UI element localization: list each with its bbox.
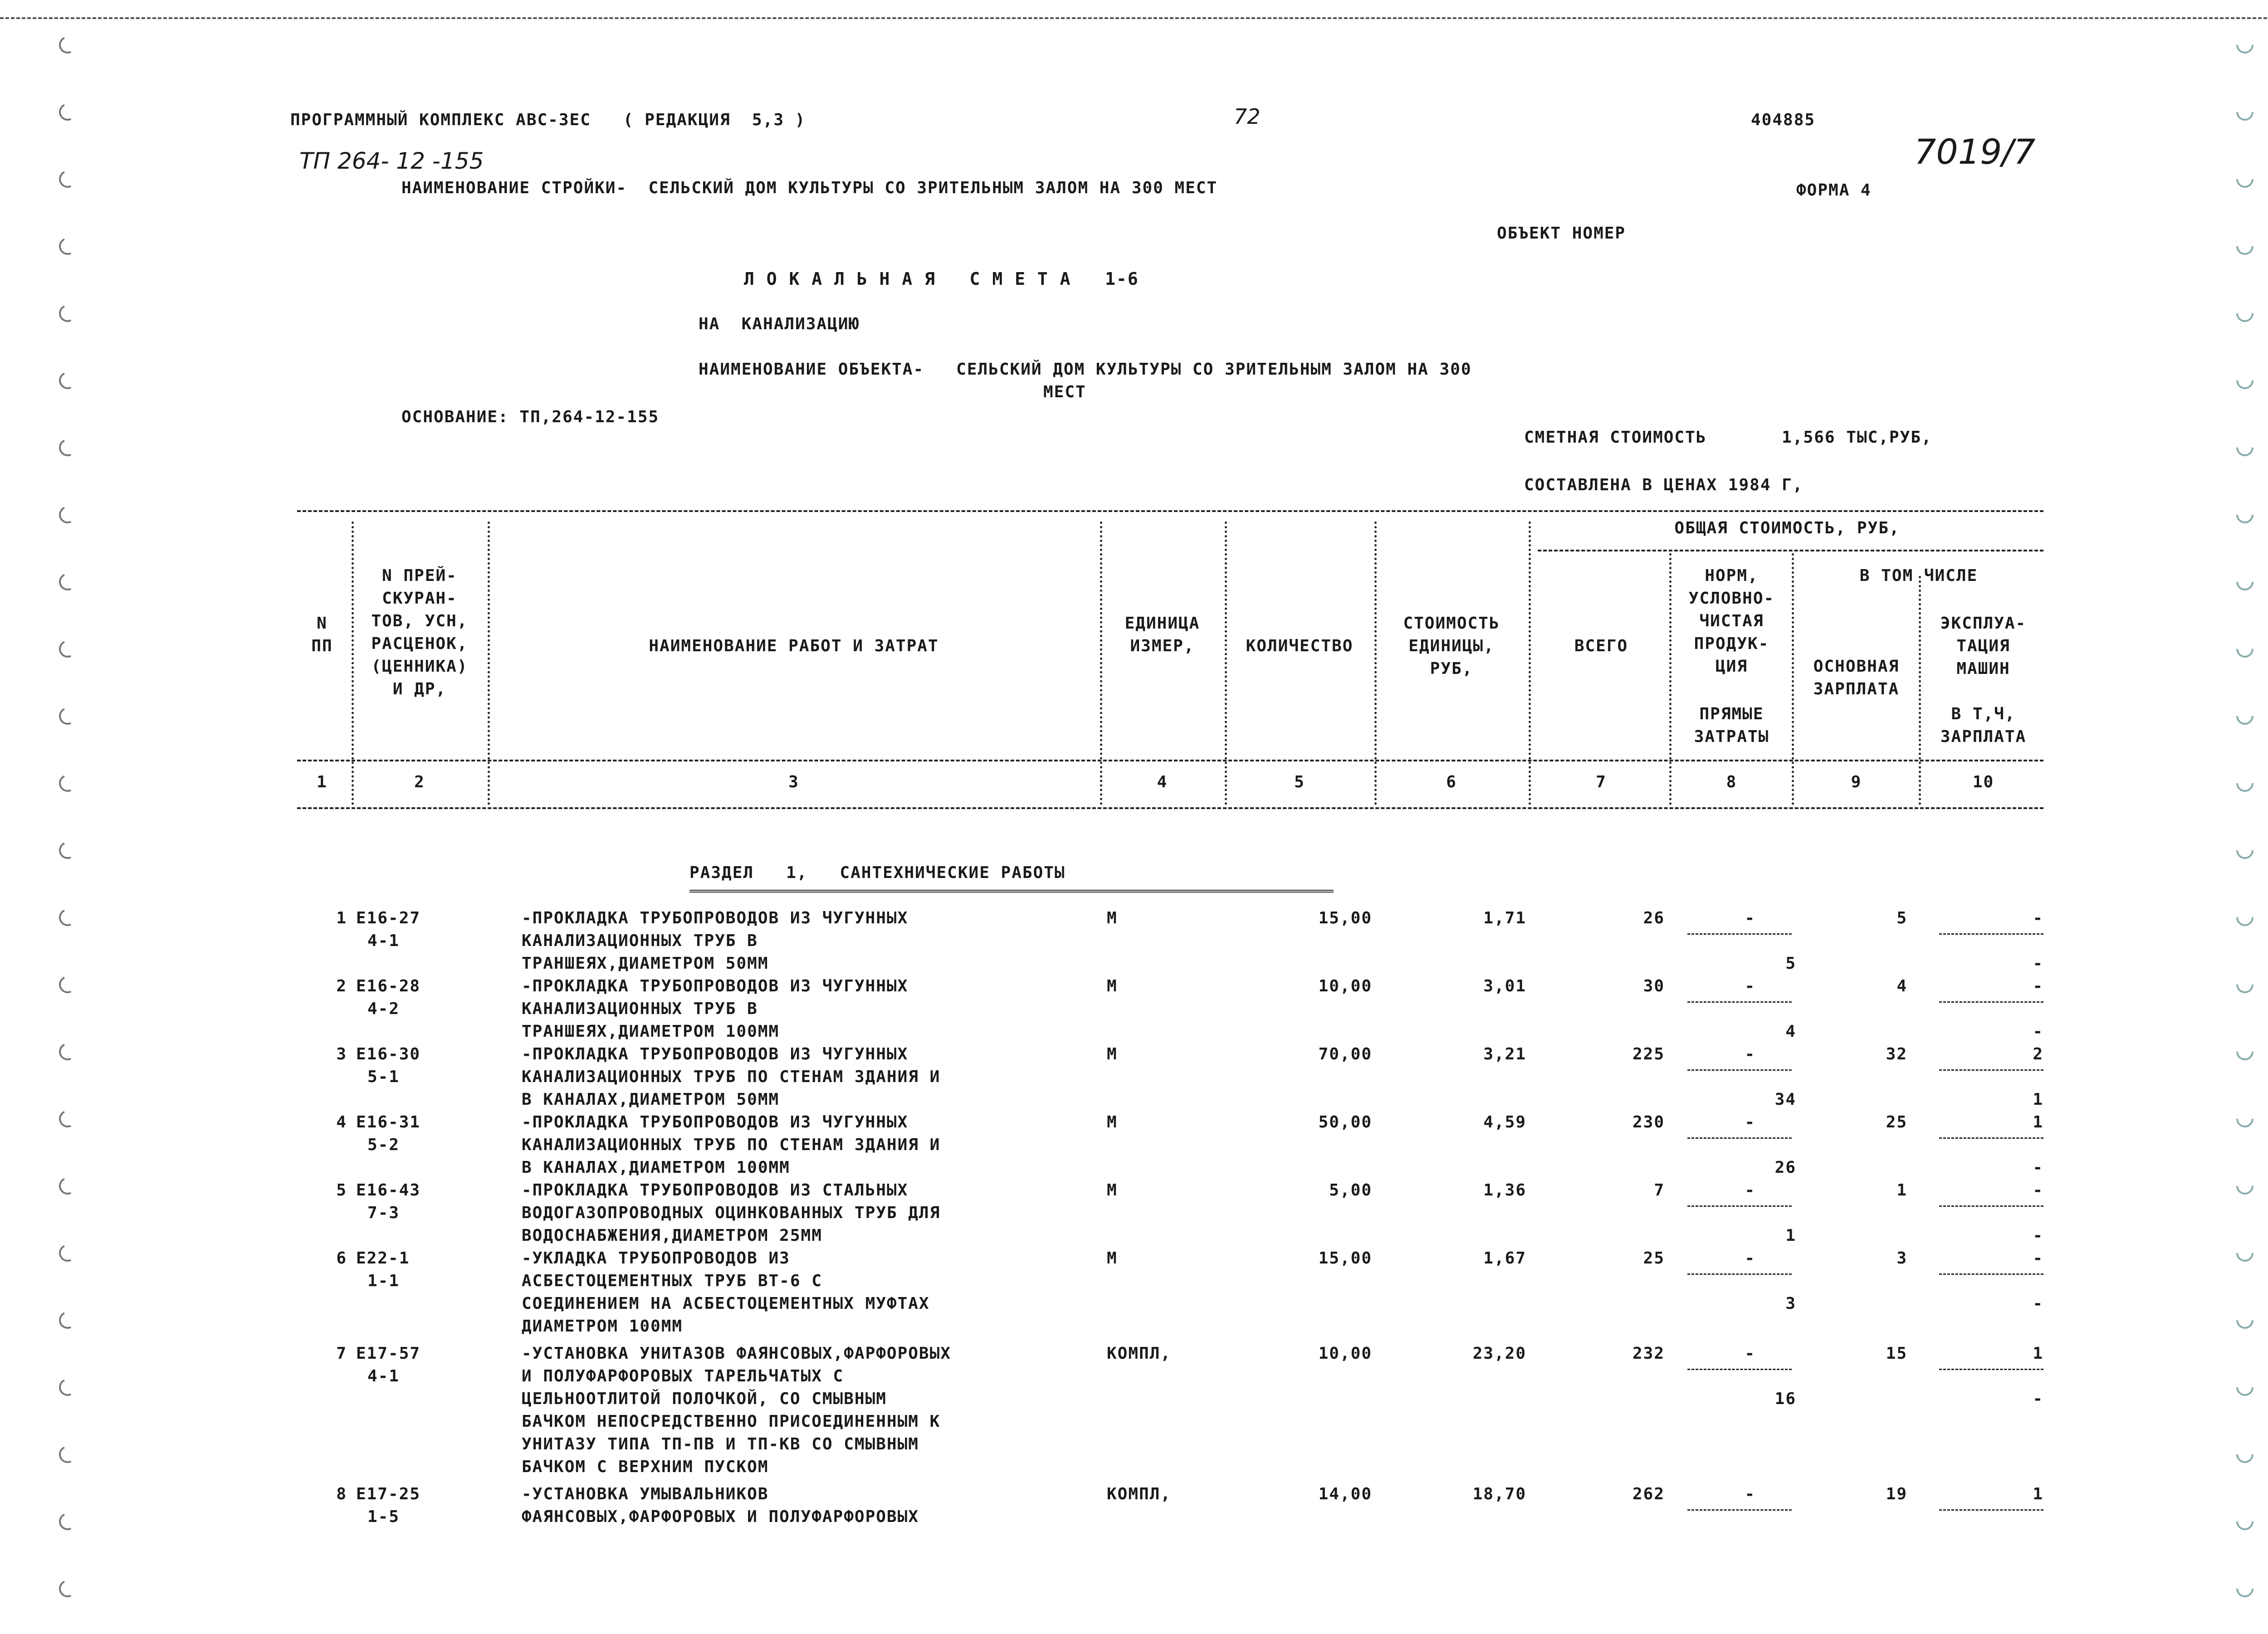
section-title: РАЗДЕЛ 1, САНТЕХНИЧЕСКИЕ РАБОТЫ bbox=[689, 863, 1066, 882]
col-divider bbox=[1100, 522, 1102, 805]
column-number: 8 bbox=[1726, 773, 1737, 791]
feed-hole-right bbox=[2233, 502, 2257, 527]
feed-hole-right bbox=[2233, 1039, 2257, 1064]
feed-hole-left bbox=[57, 504, 79, 526]
row-price-code: Е16-27 bbox=[356, 909, 421, 927]
row-total: 25 bbox=[1643, 1249, 1665, 1268]
row-number: 4 bbox=[336, 1113, 347, 1132]
row-total: 230 bbox=[1632, 1113, 1665, 1132]
feed-hole-right bbox=[2233, 570, 2257, 594]
row-split-line bbox=[1939, 1369, 2043, 1370]
row-work-name: -УКЛАДКА ТРУБОПРОВОДОВ ИЗ АСБЕСТОЦЕМЕНТНЫХ ТРУБ ВТ-6 С СОЕДИНЕНИЕМ НА АСБЕСТОЦЕМЕНТНЫХ МУФТАХ ДИАМЕТРОМ 100ММ bbox=[522, 1249, 930, 1336]
feed-hole-right bbox=[2233, 368, 2257, 393]
row-price-subcode: 4-2 bbox=[367, 1000, 400, 1018]
feed-hole-left bbox=[57, 1444, 79, 1466]
feed-hole-left bbox=[57, 907, 79, 929]
row-split-line bbox=[1939, 1137, 2043, 1139]
row-machine-operation: - bbox=[2033, 909, 2043, 927]
row-price-subcode: 4-1 bbox=[367, 1367, 400, 1385]
header-n: N ПП bbox=[311, 614, 333, 655]
row-number: 2 bbox=[336, 977, 347, 995]
feed-hole-left bbox=[57, 302, 79, 325]
row-split-line bbox=[1687, 1369, 1792, 1370]
feed-hole-right bbox=[2233, 100, 2257, 124]
price-level: СОСТАВЛЕНА В ЦЕНАХ 1984 Г, bbox=[1524, 476, 1804, 494]
row-price-code: Е16-43 bbox=[356, 1181, 421, 1200]
row-price-subcode: 5-2 bbox=[367, 1136, 400, 1154]
column-number: 6 bbox=[1446, 773, 1457, 791]
col-divider bbox=[488, 522, 490, 805]
row-machine-operation: - bbox=[2033, 1181, 2043, 1200]
header-total: ВСЕГО bbox=[1574, 637, 1628, 655]
row-price-subcode: 4-1 bbox=[367, 932, 400, 950]
feed-hole-right bbox=[2233, 704, 2257, 728]
feed-hole-right bbox=[2233, 234, 2257, 259]
program-name: ПРОГРАММНЫЙ КОМПЛЕКС АВС-3ЕС ( РЕДАКЦИЯ 5,3 ) bbox=[290, 111, 806, 129]
feed-hole-left bbox=[57, 1242, 79, 1264]
row-norm-production: - bbox=[1745, 1045, 1755, 1063]
row-unit: М bbox=[1107, 1249, 1118, 1268]
feed-hole-left bbox=[57, 1376, 79, 1399]
header-quantity: КОЛИЧЕСТВО bbox=[1246, 637, 1354, 655]
row-base-wage: 19 bbox=[1886, 1485, 1907, 1503]
feed-hole-left bbox=[57, 437, 79, 459]
feed-hole-left bbox=[57, 101, 79, 123]
row-machine-operation: - bbox=[2033, 977, 2043, 995]
feed-hole-right bbox=[2233, 301, 2257, 326]
row-quantity: 50,00 bbox=[1318, 1113, 1372, 1132]
feed-hole-right bbox=[2233, 1174, 2257, 1198]
table-header-bottom-rule bbox=[297, 760, 2043, 761]
row-norm-production: - bbox=[1745, 1113, 1755, 1132]
feed-hole-right bbox=[2233, 1107, 2257, 1131]
row-price-code: Е16-31 bbox=[356, 1113, 421, 1132]
row-split-line bbox=[1939, 1001, 2043, 1003]
header-norm-production: НОРМ, УСЛОВНО- ЧИСТАЯ ПРОДУК- ЦИЯ bbox=[1688, 566, 1775, 676]
row-number: 3 bbox=[336, 1045, 347, 1063]
page-number: 72 bbox=[1234, 104, 1261, 129]
table-top-rule bbox=[297, 510, 2043, 512]
feed-hole-right bbox=[2233, 905, 2257, 930]
row-unit-cost: 1,36 bbox=[1483, 1181, 1526, 1200]
object-name-line1: НАИМЕНОВАНИЕ ОБЪЕКТА- СЕЛЬСКИЙ ДОМ КУЛЬТУРЫ СО ЗРИТЕЛЬНЫМ ЗАЛОМ НА 300 bbox=[699, 360, 1472, 379]
header-work-name: НАИМЕНОВАНИЕ РАБОТ И ЗАТРАТ bbox=[649, 637, 939, 655]
row-split-line bbox=[1687, 1273, 1792, 1275]
row-machine-wage: - bbox=[2033, 1158, 2043, 1177]
row-work-name: -ПРОКЛАДКА ТРУБОПРОВОДОВ ИЗ ЧУГУННЫХ КАНАЛИЗАЦИОННЫХ ТРУБ ПО СТЕНАМ ЗДАНИЯ И В КАНАЛАХ,ДИАМЕТРОМ 100ММ bbox=[522, 1113, 941, 1177]
row-number: 5 bbox=[336, 1181, 347, 1200]
column-numbers-bottom-rule bbox=[297, 807, 2043, 809]
document-title: Л О К А Л Ь Н А Я С М Е Т А 1-6 bbox=[744, 269, 1139, 289]
row-price-code: Е17-57 bbox=[356, 1344, 421, 1363]
row-direct-costs: 5 bbox=[1785, 954, 1796, 973]
row-unit: КОМПЛ, bbox=[1107, 1344, 1172, 1363]
column-number: 2 bbox=[414, 773, 425, 791]
row-unit-cost: 18,70 bbox=[1472, 1485, 1526, 1503]
row-quantity: 5,00 bbox=[1329, 1181, 1372, 1200]
row-machine-operation: 1 bbox=[2033, 1113, 2043, 1132]
row-machine-operation: 1 bbox=[2033, 1344, 2043, 1363]
row-machine-wage: 1 bbox=[2033, 1090, 2043, 1109]
col-divider bbox=[1225, 522, 1227, 805]
row-quantity: 10,00 bbox=[1318, 977, 1372, 995]
feed-hole-right bbox=[2233, 1375, 2257, 1400]
construction-name: НАИМЕНОВАНИЕ СТРОЙКИ- СЕЛЬСКИЙ ДОМ КУЛЬТУРЫ СО ЗРИТЕЛЬНЫМ ЗАЛОМ НА 300 МЕСТ bbox=[401, 179, 1218, 197]
row-base-wage: 5 bbox=[1897, 909, 1907, 927]
total-cost-rule bbox=[1538, 550, 2043, 551]
row-direct-costs: 16 bbox=[1774, 1390, 1796, 1408]
col-divider bbox=[1529, 522, 1531, 805]
row-work-name: -ПРОКЛАДКА ТРУБОПРОВОДОВ ИЗ ЧУГУННЫХ КАНАЛИЗАЦИОННЫХ ТРУБ В ТРАНШЕЯХ,ДИАМЕТРОМ 50ММ bbox=[522, 909, 909, 973]
header-base-wage: ОСНОВНАЯ ЗАРПЛАТА bbox=[1813, 657, 1900, 698]
row-split-line bbox=[1687, 1069, 1792, 1071]
row-price-code: Е22-1 bbox=[356, 1249, 410, 1268]
row-machine-wage: - bbox=[2033, 1022, 2043, 1041]
row-work-name: -УСТАНОВКА УМЫВАЛЬНИКОВ ФАЯНСОВЫХ,ФАРФОРОВЫХ И ПОЛУФАРФОРОВЫХ bbox=[522, 1485, 919, 1526]
feed-hole-left bbox=[57, 1175, 79, 1197]
feed-hole-right bbox=[2233, 771, 2257, 795]
row-unit-cost: 3,01 bbox=[1483, 977, 1526, 995]
column-number: 1 bbox=[317, 773, 327, 791]
col-divider bbox=[1919, 576, 1921, 805]
row-price-subcode: 1-1 bbox=[367, 1272, 400, 1290]
row-base-wage: 3 bbox=[1897, 1249, 1907, 1268]
row-direct-costs: 1 bbox=[1785, 1226, 1796, 1245]
row-split-line bbox=[1687, 1137, 1792, 1139]
row-price-code: Е16-30 bbox=[356, 1045, 421, 1063]
row-machine-wage: - bbox=[2033, 1390, 2043, 1408]
row-work-name: -УСТАНОВКА УНИТАЗОВ ФАЯНСОВЫХ,ФАРФОРОВЫХ И ПОЛУФАРФОРОВЫХ ТАРЕЛЬЧАТЫХ С ЦЕЛЬНООТЛИТОЙ ПОЛОЧКОЙ, СО СМЫВНЫМ БАЧКОМ НЕПОСРЕДСТВЕННО ПРИСОЕДИНЕННЫМ К УНИТАЗУ ТИПА ТП-ПВ И ТП-КВ СО СМЫВНЫМ БАЧКОМ С ВЕРХНИМ ПУСКОМ bbox=[522, 1344, 951, 1476]
handwritten-tp-number: ТП 264- 12 -155 bbox=[299, 148, 484, 174]
column-number: 10 bbox=[1972, 773, 1994, 791]
header-price-ref: N ПРЕЙ- СКУРАН- ТОВ, УСН, РАСЦЕНОК, (ЦЕННИКА) И ДР, bbox=[371, 566, 468, 698]
row-machine-operation: 1 bbox=[2033, 1485, 2043, 1503]
row-number: 6 bbox=[336, 1249, 347, 1268]
header-machine-wage: В Т,Ч, ЗАРПЛАТА bbox=[1940, 705, 2027, 746]
row-split-line bbox=[1687, 1001, 1792, 1003]
row-norm-production: - bbox=[1745, 1181, 1755, 1200]
column-number: 7 bbox=[1596, 773, 1607, 791]
feed-hole-left bbox=[57, 235, 79, 258]
header-machine-operation: ЭКСПЛУА- ТАЦИЯ МАШИН bbox=[1940, 614, 2027, 678]
handwritten-form-code: 7019/7 bbox=[1914, 132, 2036, 172]
row-split-line bbox=[1687, 933, 1792, 935]
feed-hole-right bbox=[2233, 1241, 2257, 1265]
col-divider bbox=[1669, 553, 1672, 805]
header-unit: ЕДИНИЦА ИЗМЕР, bbox=[1124, 614, 1200, 655]
row-total: 30 bbox=[1643, 977, 1665, 995]
feed-hole-left bbox=[57, 34, 79, 56]
row-split-line bbox=[1939, 933, 2043, 935]
row-direct-costs: 34 bbox=[1774, 1090, 1796, 1109]
feed-hole-left bbox=[57, 839, 79, 862]
row-machine-operation: 2 bbox=[2033, 1045, 2043, 1063]
row-split-line bbox=[1687, 1509, 1792, 1511]
row-total: 26 bbox=[1643, 909, 1665, 927]
row-machine-wage: - bbox=[2033, 1226, 2043, 1245]
row-unit-cost: 1,67 bbox=[1483, 1249, 1526, 1268]
row-work-name: -ПРОКЛАДКА ТРУБОПРОВОДОВ ИЗ ЧУГУННЫХ КАНАЛИЗАЦИОННЫХ ТРУБ ПО СТЕНАМ ЗДАНИЯ И В КАНАЛАХ,ДИАМЕТРОМ 50ММ bbox=[522, 1045, 941, 1109]
row-base-wage: 25 bbox=[1886, 1113, 1907, 1132]
row-direct-costs: 26 bbox=[1774, 1158, 1796, 1177]
feed-hole-left bbox=[57, 1511, 79, 1533]
row-split-line bbox=[1939, 1273, 2043, 1275]
row-quantity: 10,00 bbox=[1318, 1344, 1372, 1363]
feed-hole-left bbox=[57, 974, 79, 996]
feed-hole-right bbox=[2233, 1308, 2257, 1332]
row-quantity: 14,00 bbox=[1318, 1485, 1372, 1503]
row-quantity: 15,00 bbox=[1318, 1249, 1372, 1268]
feed-hole-left bbox=[57, 1309, 79, 1332]
row-work-name: -ПРОКЛАДКА ТРУБОПРОВОДОВ ИЗ ЧУГУННЫХ КАНАЛИЗАЦИОННЫХ ТРУБ В ТРАНШЕЯХ,ДИАМЕТРОМ 100ММ bbox=[522, 977, 909, 1041]
row-unit-cost: 23,20 bbox=[1472, 1344, 1526, 1363]
col-divider bbox=[1792, 553, 1794, 805]
object-name-line2: МЕСТ bbox=[1043, 383, 1086, 401]
basis: ОСНОВАНИЕ: ТП,264-12-155 bbox=[401, 408, 660, 426]
feed-hole-right bbox=[2233, 637, 2257, 661]
row-unit: М bbox=[1107, 1181, 1118, 1200]
row-price-subcode: 5-1 bbox=[367, 1068, 400, 1086]
row-number: 8 bbox=[336, 1485, 347, 1503]
feed-hole-left bbox=[57, 705, 79, 727]
row-quantity: 70,00 bbox=[1318, 1045, 1372, 1063]
feed-hole-left bbox=[57, 1041, 79, 1063]
row-split-line bbox=[1939, 1069, 2043, 1071]
header-unit-cost: СТОИМОСТЬ ЕДИНИЦЫ, РУБ, bbox=[1403, 614, 1500, 678]
row-direct-costs: 3 bbox=[1785, 1294, 1796, 1313]
column-number: 9 bbox=[1851, 773, 1862, 791]
row-unit: М bbox=[1107, 977, 1118, 995]
row-machine-wage: - bbox=[2033, 954, 2043, 973]
row-base-wage: 15 bbox=[1886, 1344, 1907, 1363]
row-base-wage: 32 bbox=[1886, 1045, 1907, 1063]
row-base-wage: 1 bbox=[1897, 1181, 1907, 1200]
feed-hole-left bbox=[57, 571, 79, 593]
row-unit-cost: 3,21 bbox=[1483, 1045, 1526, 1063]
row-machine-wage: - bbox=[2033, 1294, 2043, 1313]
feed-hole-left bbox=[57, 772, 79, 795]
row-split-line bbox=[1687, 1205, 1792, 1207]
row-machine-operation: - bbox=[2033, 1249, 2043, 1268]
feed-hole-left bbox=[57, 1578, 79, 1600]
top-perforation-line bbox=[0, 17, 2268, 19]
row-unit: М bbox=[1107, 1113, 1118, 1132]
feed-hole-right bbox=[2233, 435, 2257, 460]
row-unit: М bbox=[1107, 1045, 1118, 1063]
row-norm-production: - bbox=[1745, 1344, 1755, 1363]
row-price-code: Е17-25 bbox=[356, 1485, 421, 1503]
row-norm-production: - bbox=[1745, 1249, 1755, 1268]
feed-hole-left bbox=[57, 168, 79, 190]
row-price-code: Е16-28 bbox=[356, 977, 421, 995]
feed-hole-right bbox=[2233, 33, 2257, 57]
header-direct-costs: ПРЯМЫЕ ЗАТРАТЫ bbox=[1694, 705, 1769, 746]
row-base-wage: 4 bbox=[1897, 977, 1907, 995]
row-unit-cost: 4,59 bbox=[1483, 1113, 1526, 1132]
header-total-cost: ОБЩАЯ СТОИМОСТЬ, РУБ, bbox=[1674, 519, 1900, 537]
feed-hole-right bbox=[2233, 1442, 2257, 1467]
row-norm-production: - bbox=[1745, 1485, 1755, 1503]
row-total: 7 bbox=[1654, 1181, 1665, 1200]
feed-hole-right bbox=[2233, 167, 2257, 191]
row-unit-cost: 1,71 bbox=[1483, 909, 1526, 927]
document-code: 404885 bbox=[1751, 111, 1816, 129]
estimated-cost: СМЕТНАЯ СТОИМОСТЬ 1,566 ТЫС,РУБ, bbox=[1524, 428, 1932, 447]
feed-hole-left bbox=[57, 638, 79, 660]
section-title-underline bbox=[689, 890, 1334, 893]
row-split-line bbox=[1939, 1509, 2043, 1511]
row-direct-costs: 4 bbox=[1785, 1022, 1796, 1041]
row-price-subcode: 7-3 bbox=[367, 1204, 400, 1222]
object-number-label: ОБЪЕКТ НОМЕР bbox=[1497, 224, 1626, 243]
header-including: В ТОМ ЧИСЛЕ bbox=[1859, 566, 1978, 585]
row-total: 262 bbox=[1632, 1485, 1665, 1503]
column-number: 5 bbox=[1294, 773, 1305, 791]
feed-hole-left bbox=[57, 370, 79, 392]
row-total: 225 bbox=[1632, 1045, 1665, 1063]
feed-hole-right bbox=[2233, 838, 2257, 863]
feed-hole-right bbox=[2233, 972, 2257, 997]
column-number: 4 bbox=[1157, 773, 1168, 791]
feed-hole-left bbox=[57, 1108, 79, 1130]
row-split-line bbox=[1939, 1205, 2043, 1207]
row-total: 232 bbox=[1632, 1344, 1665, 1363]
row-price-subcode: 1-5 bbox=[367, 1507, 400, 1526]
row-quantity: 15,00 bbox=[1318, 909, 1372, 927]
row-norm-production: - bbox=[1745, 909, 1755, 927]
row-number: 1 bbox=[336, 909, 347, 927]
form-label: ФОРМА 4 bbox=[1796, 181, 1872, 200]
feed-hole-right bbox=[2233, 1576, 2257, 1601]
row-number: 7 bbox=[336, 1344, 347, 1363]
row-norm-production: - bbox=[1745, 977, 1755, 995]
feed-hole-right bbox=[2233, 1509, 2257, 1534]
document-subtitle: НА КАНАЛИЗАЦИЮ bbox=[699, 315, 860, 333]
row-work-name: -ПРОКЛАДКА ТРУБОПРОВОДОВ ИЗ СТАЛЬНЫХ ВОДОГАЗОПРОВОДНЫХ ОЦИНКОВАННЫХ ТРУБ ДЛЯ ВОДОСНАБЖЕНИЯ,ДИАМЕТРОМ 25ММ bbox=[522, 1181, 941, 1245]
row-unit: М bbox=[1107, 909, 1118, 927]
row-unit: КОМПЛ, bbox=[1107, 1485, 1172, 1503]
column-number: 3 bbox=[788, 773, 799, 791]
